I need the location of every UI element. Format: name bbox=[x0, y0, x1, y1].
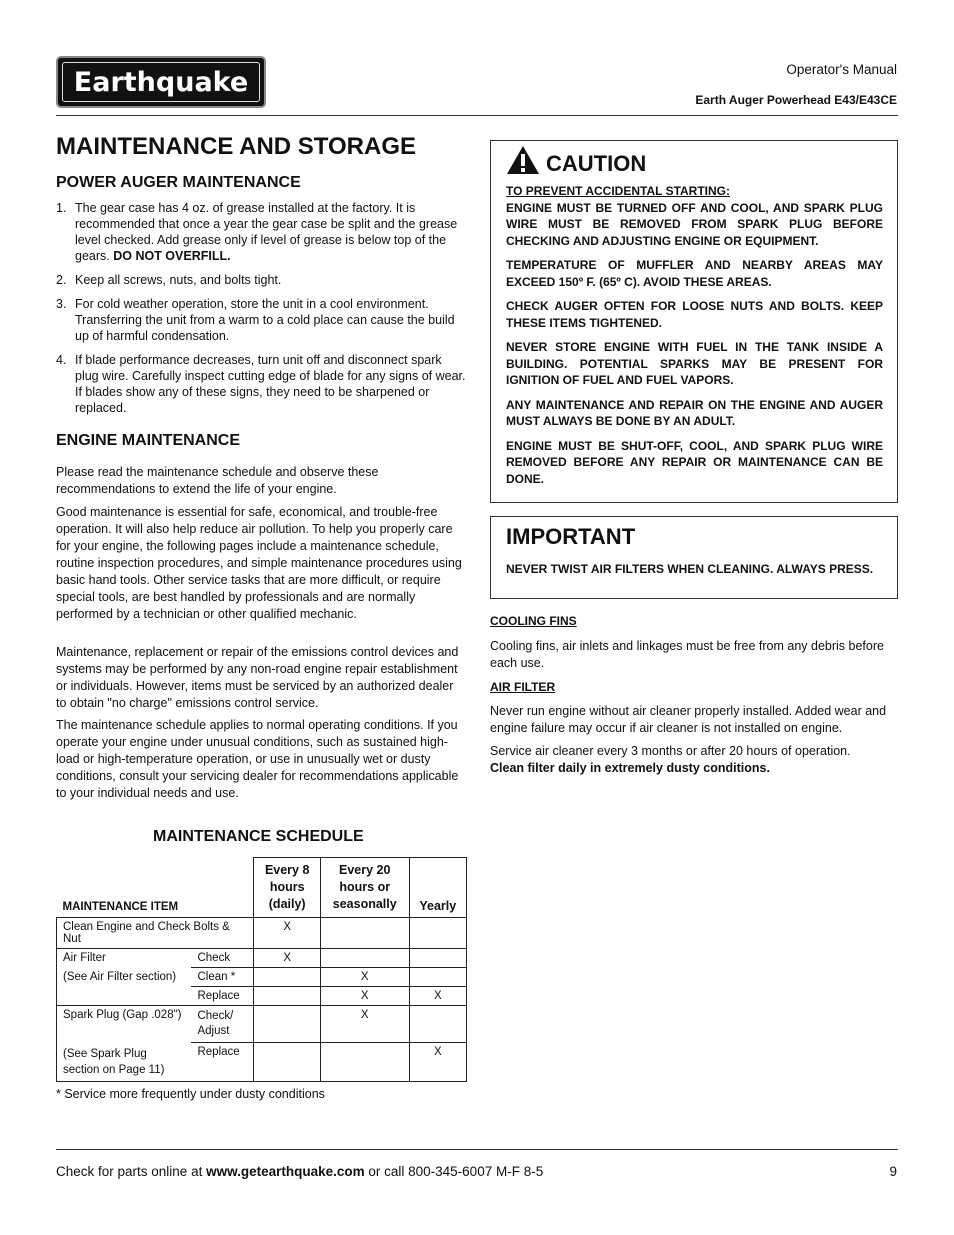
list-item bbox=[56, 296, 466, 344]
cell-yearly: X bbox=[409, 1043, 466, 1082]
cell-daily bbox=[254, 987, 320, 1006]
footer-url-link[interactable]: www.getearthquake.com bbox=[206, 1164, 365, 1179]
manual-label: Operator's Manual bbox=[786, 62, 897, 77]
cell-seasonal bbox=[320, 1043, 409, 1082]
engine-maintenance-heading: ENGINE MAINTENANCE bbox=[56, 432, 241, 449]
cell-item: Clean Engine and Check Bolts & Nut bbox=[57, 918, 254, 949]
list-number: 3. bbox=[56, 297, 67, 311]
maintenance-schedule-heading: MAINTENANCE SCHEDULE bbox=[153, 828, 364, 845]
header-maintenance-item: MAINTENANCE ITEM bbox=[62, 901, 179, 913]
cell-seasonal: X bbox=[320, 987, 409, 1006]
schedule-footnote: * Service more frequently under dusty conditions bbox=[56, 1087, 325, 1101]
cell-subitem: Replace bbox=[191, 1043, 253, 1082]
air-filter-heading: AIR FILTER bbox=[490, 680, 556, 694]
list-number: 4. bbox=[56, 353, 67, 367]
cell-yearly bbox=[409, 918, 466, 949]
caution-paragraph: ENGINE MUST BE SHUT-OFF, COOL, AND SPARK PLUG WIRE REMOVED BEFORE ANY REPAIR OR MAINTENANCE CAN BE DONE. bbox=[506, 438, 883, 486]
cell-item: Spark Plug (Gap .028") bbox=[57, 1006, 192, 1043]
cell-subitem: Clean * bbox=[191, 968, 253, 987]
cell-yearly bbox=[409, 1006, 466, 1043]
list-text: Keep all screws, nuts, and bolts tight. bbox=[75, 273, 282, 287]
cell-yearly: X bbox=[409, 987, 466, 1006]
cell-item: Air Filter bbox=[57, 949, 192, 968]
caution-title: CAUTION bbox=[546, 151, 647, 176]
engine-paragraph: Good maintenance is essential for safe, economical, and trouble-free operation. It will also help reduce air pollution. To help you properly care for your engine, the following pages include a maintenance schedule, routine inspection procedures, and simple maintenance procedures using basic hand tools. Other service tasks that are more difficult, or require special tools, are best handled by professionals and are normally performed by a technician or other qualified mechanic. bbox=[56, 505, 462, 621]
auger-maintenance-heading: POWER AUGER MAINTENANCE bbox=[56, 174, 301, 191]
footer-text bbox=[56, 1164, 543, 1179]
caution-paragraph: TEMPERATURE OF MUFFLER AND NEARBY AREAS MAY EXCEED 150º F. (65º C). AVOID THESE AREAS. bbox=[506, 258, 883, 289]
warning-triangle-icon bbox=[506, 145, 540, 175]
cell-yearly bbox=[409, 968, 466, 987]
maintenance-schedule-table bbox=[56, 857, 467, 1082]
air-filter-service-text: Service air cleaner every 3 months or after 20 hours of operation. bbox=[490, 744, 851, 758]
cell-daily: X bbox=[254, 918, 320, 949]
product-label: Earth Auger Powerhead E43/E43CE bbox=[695, 93, 897, 107]
air-filter-text: Never run engine without air cleaner properly installed. Added wear and engine failure may occur if air cleaner is not installed on engine. bbox=[490, 704, 887, 735]
cell-subitem: Check bbox=[191, 949, 253, 968]
list-text: If blade performance decreases, turn unit off and disconnect spark plug wire. Carefully inspect cutting edge of blade for any signs of wear. If blades show any of these signs, they need to be sharpened or replaced. bbox=[75, 353, 466, 415]
list-text: For cold weather operation, store the unit in a cool environment. Transferring the unit from a warm to a cold place can cause the build up of harmful condensation. bbox=[75, 297, 455, 343]
cell-seasonal: X bbox=[320, 1006, 409, 1043]
cell-item: (See Spark Plug section on Page 11) bbox=[57, 1043, 192, 1082]
table-row bbox=[57, 968, 467, 987]
caution-box bbox=[490, 140, 898, 503]
list-item bbox=[56, 272, 466, 288]
table-row bbox=[57, 918, 467, 949]
air-filter-text bbox=[490, 743, 895, 777]
cell-seasonal bbox=[320, 918, 409, 949]
cell-item: (See Air Filter section) bbox=[57, 968, 192, 987]
caution-paragraph: ANY MAINTENANCE AND REPAIR ON THE ENGINE AND AUGER MUST ALWAYS BE DONE BY AN ADULT. bbox=[506, 397, 883, 428]
caution-paragraph: ENGINE MUST BE TURNED OFF AND COOL, AND SPARK PLUG WIRE MUST BE REMOVED FROM SPARK PLUG BEFORE CHECKING AND ADJUSTING ENGINE OR EQUIPMENT. bbox=[506, 200, 883, 248]
important-title: IMPORTANT bbox=[506, 524, 636, 549]
cell-subitem: Check/ Adjust bbox=[191, 1006, 253, 1043]
cooling-fins-heading: COOLING FINS bbox=[490, 614, 577, 628]
cell-daily bbox=[254, 1043, 320, 1082]
cell-daily: X bbox=[254, 949, 320, 968]
list-item bbox=[56, 352, 466, 416]
footer-suffix: or call 800-345-6007 M-F 8-5 bbox=[364, 1164, 544, 1179]
header-yearly: Yearly bbox=[409, 858, 466, 918]
caution-subheading: TO PREVENT ACCIDENTAL STARTING: bbox=[506, 184, 731, 198]
header-daily: Every 8 hours (daily) bbox=[254, 858, 320, 918]
logo-frame bbox=[62, 62, 260, 102]
table-header-row bbox=[57, 858, 467, 918]
cell-daily bbox=[254, 968, 320, 987]
important-box bbox=[490, 516, 898, 599]
air-filter-warning-text: Clean filter daily in extremely dusty conditions. bbox=[490, 761, 770, 775]
engine-paragraph: Please read the maintenance schedule and observe these recommendations to extend the life of your engine. bbox=[56, 465, 379, 496]
list-text: The gear case has 4 oz. of grease installed at the factory. It is recommended that once a year the gear case be split and the grease level checked. Add grease only if level of grease is below top of the gears. bbox=[75, 201, 458, 263]
header-seasonal: Every 20 hours or seasonally bbox=[320, 858, 409, 918]
table-row bbox=[57, 987, 467, 1006]
footer-prefix: Check for parts online at bbox=[56, 1164, 207, 1179]
caution-paragraph: CHECK AUGER OFTEN FOR LOOSE NUTS AND BOLTS. KEEP THESE ITEMS TIGHTENED. bbox=[506, 299, 883, 330]
table-row bbox=[57, 1043, 467, 1082]
list-item bbox=[56, 200, 466, 264]
cell-item bbox=[57, 987, 192, 1006]
list-number: 1. bbox=[56, 201, 67, 215]
cooling-fins-text: Cooling fins, air inlets and linkages must be free from any debris before each use. bbox=[490, 639, 884, 670]
list-text-bold: DO NOT OVERFILL. bbox=[113, 249, 231, 263]
engine-paragraph: Maintenance, replacement or repair of the emissions control devices and systems may be performed by any non-road engine repair establishment or individuals. However, items must be serviced by an authorized dealer to obtain "no charge" emissions control service. bbox=[56, 645, 459, 710]
cell-subitem: Replace bbox=[191, 987, 253, 1006]
table-row bbox=[57, 949, 467, 968]
table-row bbox=[57, 1006, 467, 1043]
page-number: 9 bbox=[889, 1164, 897, 1179]
cell-seasonal bbox=[320, 949, 409, 968]
cell-seasonal: X bbox=[320, 968, 409, 987]
earthquake-logo bbox=[56, 56, 266, 108]
caution-body bbox=[506, 183, 883, 495]
page-title: MAINTENANCE AND STORAGE bbox=[56, 133, 417, 160]
caution-paragraph: NEVER STORE ENGINE WITH FUEL IN THE TANK INSIDE A BUILDING. POTENTIAL SPARKS MAY BE PRESENT FOR IGNITION OF FUEL AND FUEL VAPORS. bbox=[506, 340, 883, 387]
auger-maintenance-list bbox=[56, 200, 466, 424]
cell-yearly bbox=[409, 949, 466, 968]
engine-paragraph: The maintenance schedule applies to normal operating conditions. If you operate your engine under unusual conditions, such as sustained high-load or high-temperature operation, or use in unusually wet or dusty conditions, consult your servicing dealer for recommendations applicable to your individual needs and use. bbox=[56, 718, 459, 800]
cell-daily bbox=[254, 1006, 320, 1043]
logo-text: Earthquake bbox=[73, 66, 249, 98]
footer-divider bbox=[56, 1149, 898, 1150]
header-divider bbox=[56, 115, 898, 116]
list-number: 2. bbox=[56, 273, 67, 287]
important-text: NEVER TWIST AIR FILTERS WHEN CLEANING. ALWAYS PRESS. bbox=[506, 562, 874, 576]
